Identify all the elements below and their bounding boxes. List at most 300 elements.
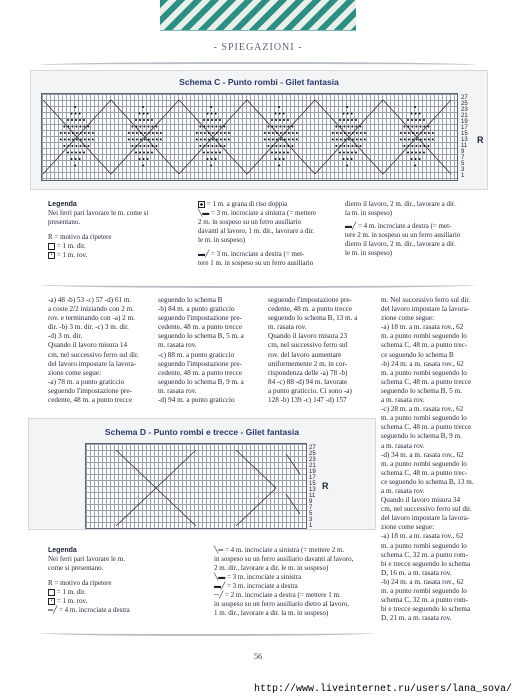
purl-dot	[415, 145, 417, 147]
purl-dot	[147, 113, 149, 115]
cable-line	[116, 488, 156, 526]
purl-dot	[139, 119, 141, 121]
purl-dot	[148, 132, 150, 134]
purl-dot	[148, 139, 150, 141]
purl-dot	[135, 126, 137, 128]
purl-dot	[84, 132, 86, 134]
purl-dot	[136, 139, 138, 141]
purl-dot	[142, 106, 144, 108]
purl-dot	[416, 139, 418, 141]
purl-dot	[87, 126, 89, 128]
text-line: uniformemente 2 m. in cor-	[268, 359, 348, 368]
purl-dot	[347, 113, 349, 115]
purl-dot	[220, 139, 222, 141]
text-line: seguendo lo schema B, 9 m. a	[158, 377, 244, 386]
text-line: seguendo lo schema B, 5 m. a	[158, 332, 244, 341]
purl-dot	[287, 145, 289, 147]
purl-dot	[364, 139, 366, 141]
purl-dot	[204, 139, 206, 141]
legend-d-text: in sospeso su un ferro ausiliario dietro al lavoro,	[214, 600, 350, 608]
legend-c-text: la m. in sospeso)	[345, 209, 393, 217]
purl-dot	[151, 126, 153, 128]
legend-d-item-repeat: R = motivo da ripetere	[48, 579, 112, 587]
purl-dot	[276, 132, 278, 134]
text-line: seguendo l'impostazione pre-	[268, 296, 352, 304]
row-number: 17	[461, 125, 468, 131]
purl-dot	[411, 158, 413, 160]
purl-dot	[287, 119, 289, 121]
header-divider	[40, 62, 476, 68]
purl-dot	[359, 126, 361, 128]
purl-dot	[343, 119, 345, 121]
purl-dot	[140, 139, 142, 141]
text-line: -a) 48 -b) 53 -c) 57 -d) 61 m.	[48, 296, 132, 304]
purl-dot	[415, 113, 417, 115]
purl-dot	[411, 113, 413, 115]
purl-dot	[407, 145, 409, 147]
purl-dot	[287, 126, 289, 128]
purl-dot	[136, 132, 138, 134]
text-line: schema C, 32 m. a punto rom-	[381, 596, 469, 605]
text-line: schema C, 48 m. a punto trecce	[381, 423, 472, 432]
purl-dot	[279, 113, 281, 115]
legend-d-cross3-right-row	[214, 582, 376, 591]
legend-d-text: in sospeso su un ferro ausiliario davanti al lavoro,	[214, 555, 354, 563]
purl-dot	[336, 139, 338, 141]
purl-dot	[411, 152, 413, 154]
row-number: 17	[309, 475, 316, 481]
purl-dot	[215, 152, 217, 154]
cable-line	[156, 450, 196, 488]
purl-dot	[351, 126, 353, 128]
empty-square-icon	[48, 243, 55, 250]
purl-dot	[74, 106, 76, 108]
purl-dot	[143, 113, 145, 115]
purl-dot	[211, 113, 213, 115]
legend-c-text: dietro il lavoro, 2 m. dir., lavorare a dir.	[345, 240, 456, 248]
text-line: m. rasata rov.	[158, 386, 197, 395]
dot-square-icon: •	[48, 598, 55, 605]
cross4-right-icon: ▬╱	[345, 222, 357, 230]
legend-c-text: = 3 m. incrociate a destra (= met-	[210, 250, 305, 258]
purl-dot	[131, 145, 133, 147]
cross-right-icon: ▬╱	[198, 250, 210, 258]
text-line: rov. del lavoro aumentare	[268, 350, 342, 359]
purl-dot	[139, 126, 141, 128]
purl-dot	[343, 152, 345, 154]
diamond-outline	[383, 100, 451, 174]
purl-dot	[67, 152, 69, 154]
purl-dot	[92, 139, 94, 141]
cross3-left-icon: ╲▬	[214, 573, 226, 581]
purl-dot	[420, 132, 422, 134]
purl-dot	[79, 152, 81, 154]
diamond-outline	[111, 100, 179, 174]
row-number: 23	[309, 457, 316, 463]
purl-dot	[267, 126, 269, 128]
purl-dot	[216, 132, 218, 134]
purl-dot	[79, 113, 81, 115]
text-line: seguendo lo schema B	[158, 296, 223, 304]
row-number: 5	[309, 511, 313, 517]
text-column-3	[268, 296, 368, 405]
purl-dot	[135, 152, 137, 154]
purl-dot	[427, 145, 429, 147]
legend-c-item-repeat: R = motivo da ripetere	[48, 233, 112, 241]
purl-dot	[71, 152, 73, 154]
purl-dot	[427, 126, 429, 128]
schema-c-chart-grid	[41, 93, 458, 181]
purl-dot	[144, 132, 146, 134]
row-number: 7	[461, 155, 465, 161]
purl-dot	[404, 132, 406, 134]
cross4-left-icon: ╲═	[214, 546, 224, 554]
purl-dot	[75, 152, 77, 154]
purl-dot	[63, 145, 65, 147]
purl-dot	[351, 113, 353, 115]
purl-dot	[143, 145, 145, 147]
purl-dot	[279, 119, 281, 121]
empty-square-icon	[48, 589, 55, 596]
purl-dot	[339, 152, 341, 154]
legend-c-line: Nei ferri pari lavorare le m. come si	[48, 209, 149, 217]
text-line: bi e trecce seguendo lo schema	[381, 605, 471, 614]
text-line: cm, nel successivo ferro sul dir.	[48, 350, 139, 359]
purl-dot	[424, 139, 426, 141]
text-line: m. rasata rov.	[158, 341, 197, 350]
purl-dot	[360, 132, 362, 134]
purl-dot	[332, 139, 334, 141]
purl-dot	[347, 158, 349, 160]
row-number: 9	[461, 149, 465, 155]
purl-dot	[271, 119, 273, 121]
purl-dot	[204, 132, 206, 134]
purl-dot	[156, 132, 158, 134]
legend-c-item-purl-label: = 1 m. rov.	[56, 251, 88, 259]
purl-dot	[351, 145, 353, 147]
purl-dot	[407, 126, 409, 128]
purl-dot	[76, 132, 78, 134]
purl-dot	[60, 132, 62, 134]
purl-dot	[407, 119, 409, 121]
purl-dot	[71, 113, 73, 115]
text-line: a m. rasata rov.	[381, 396, 425, 405]
text-line: -b) 24 m. a m. rasata rov., 62	[381, 359, 464, 368]
purl-dot	[403, 145, 405, 147]
text-line: del lavoro impostare la lavora-	[48, 359, 137, 368]
purl-dot	[211, 152, 213, 154]
legend-c-text: tere 1 m. in sospeso su un ferro ausiliario	[198, 259, 314, 267]
purl-dot	[215, 119, 217, 121]
purl-dot	[415, 119, 417, 121]
purl-dot	[151, 152, 153, 154]
row-number: 9	[309, 499, 313, 505]
purl-dot	[211, 158, 213, 160]
purl-dot	[268, 139, 270, 141]
purl-dot	[87, 145, 89, 147]
purl-dot	[275, 126, 277, 128]
text-line: seguendo l'impostazione pre-	[158, 314, 242, 323]
purl-dot	[80, 139, 82, 141]
purl-dot	[207, 119, 209, 121]
purl-dot	[360, 139, 362, 141]
purl-dot	[283, 126, 285, 128]
legend-d-col1	[48, 546, 178, 615]
legend-c-heading: Legenda	[48, 201, 77, 208]
text-line: m. rasata rov.	[268, 323, 307, 332]
diamond-outline	[179, 100, 247, 174]
cable-line	[116, 450, 156, 488]
row-number: 11	[461, 143, 468, 149]
schema-d-repeat-marker: R	[322, 481, 329, 491]
purl-dot	[403, 126, 405, 128]
purl-dot	[408, 132, 410, 134]
purl-dot	[355, 152, 357, 154]
legend-d-text: = 3 m. incrociate a destra	[226, 582, 298, 590]
purl-dot	[88, 132, 90, 134]
purl-dot	[278, 165, 280, 167]
purl-dot	[71, 119, 73, 121]
legend-c-text: le m. in sospeso)	[198, 236, 246, 244]
diamond-outline	[315, 100, 383, 174]
purl-dot	[428, 139, 430, 141]
text-line: schema C, 48 m. a punto trec-	[381, 468, 468, 477]
purl-dot	[143, 152, 145, 154]
purl-dot	[279, 145, 281, 147]
purl-dot	[340, 139, 342, 141]
purl-dot	[139, 158, 141, 160]
purl-dot	[283, 152, 285, 154]
cable-line	[156, 488, 196, 526]
purl-dot	[292, 132, 294, 134]
purl-dot	[414, 106, 416, 108]
purl-dot	[352, 132, 354, 134]
row-number: 25	[461, 101, 468, 107]
legend-c-col3	[345, 200, 480, 258]
legend-d-col2	[214, 546, 376, 618]
text-line: -d) 94 m. a punto graticcio	[158, 396, 235, 405]
purl-dot	[92, 132, 94, 134]
purl-dot	[432, 132, 434, 134]
text-line: m. Nel successivo ferro sul dir.	[381, 296, 471, 304]
purl-dot	[343, 113, 345, 115]
purl-dot	[275, 113, 277, 115]
purl-dot	[79, 145, 81, 147]
purl-dot	[283, 158, 285, 160]
purl-dot	[404, 139, 406, 141]
text-line: cm, nel successivo ferro sul	[268, 341, 348, 350]
purl-dot	[220, 132, 222, 134]
row-number: 19	[309, 469, 316, 475]
purl-dot	[88, 139, 90, 141]
text-line: -a) 18 m. a m. rasata rov., 62	[381, 532, 464, 541]
text-line: a punto graticcio. Ci sono -a)	[268, 386, 352, 395]
purl-dot	[271, 126, 273, 128]
seed-stitch-icon	[198, 201, 205, 208]
purl-dot	[419, 126, 421, 128]
purl-dot	[75, 158, 77, 160]
purl-dot	[143, 126, 145, 128]
row-number: 3	[309, 517, 313, 523]
text-column-4	[381, 296, 485, 623]
purl-dot	[83, 152, 85, 154]
cross2-right-icon: ─╱	[214, 591, 224, 599]
purl-dot	[196, 132, 198, 134]
purl-dot	[283, 113, 285, 115]
purl-dot	[64, 132, 66, 134]
legend-c-item-purl	[48, 251, 178, 260]
purl-dot	[356, 132, 358, 134]
purl-dot	[68, 139, 70, 141]
purl-dot	[272, 139, 274, 141]
purl-dot	[351, 152, 353, 154]
purl-dot	[267, 145, 269, 147]
purl-dot	[415, 126, 417, 128]
purl-dot	[210, 106, 212, 108]
text-line: zione come segue:	[381, 314, 435, 323]
row-number: 13	[309, 487, 316, 493]
purl-dot	[432, 139, 434, 141]
legend-d-text: = 2 m. incrociate a destra (= mettere 1 m.	[224, 591, 341, 599]
purl-dot	[147, 119, 149, 121]
purl-dot	[143, 119, 145, 121]
purl-dot	[344, 132, 346, 134]
purl-dot	[76, 139, 78, 141]
purl-dot	[228, 132, 230, 134]
text-line: del lavoro impostare la lavora-	[381, 514, 470, 523]
purl-dot	[284, 132, 286, 134]
legend-c-text: davanti al lavoro, 1 m. dir., lavorare a dir.	[198, 227, 315, 235]
legend-d-cross3-left-row	[214, 573, 376, 582]
purl-dot	[291, 126, 293, 128]
legend-c-seed-label: = 1 m. a grana di riso doppia	[206, 200, 288, 208]
purl-dot	[211, 119, 213, 121]
text-line: D, 21 m. a m. rasata rov.	[381, 614, 452, 623]
purl-dot	[343, 126, 345, 128]
purl-dot	[211, 126, 213, 128]
purl-dot	[200, 132, 202, 134]
purl-dot	[271, 145, 273, 147]
purl-dot	[268, 132, 270, 134]
legend-c-line: presentano.	[48, 218, 81, 226]
cross3-right-icon: ▬╱	[214, 582, 226, 590]
purl-dot	[412, 132, 414, 134]
purl-dot	[160, 132, 162, 134]
legend-d-item-knit	[48, 588, 178, 597]
purl-dot	[79, 126, 81, 128]
text-line: cedente, 48 m. a punto trecce	[158, 323, 243, 332]
purl-dot	[142, 165, 144, 167]
legend-d-item-cross4-label: = 4 m. incrociate a destra	[58, 606, 130, 614]
text-line: cedente, 48 m. a punto trecce	[268, 305, 353, 314]
text-line: m. a punto rombi seguendo lo	[381, 414, 467, 423]
purl-dot	[75, 119, 77, 121]
purl-dot	[423, 119, 425, 121]
purl-dot	[135, 119, 137, 121]
purl-dot	[291, 145, 293, 147]
purl-dot	[423, 126, 425, 128]
text-line: 84 -c) 88 -d) 94 m. lavorate	[268, 377, 348, 386]
text-line: schema C, 32 m. a punto rom-	[381, 550, 469, 559]
text-line: m. a punto rombi seguendo lo	[381, 368, 467, 377]
row-number: 21	[309, 463, 316, 469]
text-line: schema C, 48 m. a punto trecce	[381, 377, 472, 386]
legend-c-cross-left-row	[198, 209, 338, 218]
purl-dot	[279, 158, 281, 160]
section-header: - SPIEGAZIONI -	[213, 42, 303, 53]
legend-c-cross-right-row	[198, 250, 338, 259]
purl-dot	[336, 132, 338, 134]
row-number: 7	[309, 505, 313, 511]
legend-d-cross4-left-row	[214, 546, 376, 555]
text-line: cm, nel successivo ferro sul dir.	[381, 505, 472, 514]
row-number: 21	[461, 113, 468, 119]
text-line: Quando il lavoro misura 23	[268, 332, 348, 341]
legend-d-divider	[40, 630, 374, 636]
purl-dot	[212, 139, 214, 141]
purl-dot	[408, 139, 410, 141]
text-line: bi e trecce seguendo lo schema	[381, 559, 471, 568]
purl-dot	[351, 119, 353, 121]
purl-dot	[271, 152, 273, 154]
text-line: D, 16 m. a m. rasata rov.	[381, 568, 452, 577]
purl-dot	[283, 145, 285, 147]
text-line: -d) 34 m. a m. rasata rov., 62	[381, 450, 464, 459]
purl-dot	[339, 145, 341, 147]
purl-dot	[223, 126, 225, 128]
schema-d-row-numbers	[309, 445, 316, 529]
text-line: -c) 88 m. a punto graticcio	[158, 350, 235, 359]
purl-dot	[351, 158, 353, 160]
purl-dot	[419, 119, 421, 121]
purl-dot	[278, 106, 280, 108]
purl-dot	[210, 165, 212, 167]
schema-c-pattern	[42, 94, 457, 180]
purl-dot	[332, 132, 334, 134]
purl-dot	[419, 158, 421, 160]
legend-d-text: = 3 m. incrociate a sinistra	[226, 573, 302, 581]
purl-dot	[67, 145, 69, 147]
purl-dot	[280, 132, 282, 134]
text-line: zione come segue:	[381, 523, 435, 532]
purl-dot	[347, 119, 349, 121]
text-line: rov. e terminando con -a) 2 m.	[48, 314, 135, 323]
text-line: schema C, 48 m. a punto trec-	[381, 341, 468, 350]
purl-dot	[74, 165, 76, 167]
purl-dot	[356, 139, 358, 141]
legend-d-line: come si presentano.	[48, 564, 104, 572]
purl-dot	[147, 158, 149, 160]
cable-line	[286, 454, 300, 474]
purl-dot	[144, 139, 146, 141]
purl-dot	[155, 145, 157, 147]
purl-dot	[283, 119, 285, 121]
legend-d-item-purl-label: = 1 m. rov.	[56, 597, 88, 605]
purl-dot	[224, 139, 226, 141]
diamond-outline	[247, 100, 315, 174]
purl-dot	[208, 139, 210, 141]
purl-dot	[147, 145, 149, 147]
cross4-right-icon: ═╱	[48, 606, 58, 614]
purl-dot	[284, 139, 286, 141]
purl-dot	[411, 145, 413, 147]
text-column-1	[48, 296, 144, 405]
legend-d-cross2-right-row	[214, 591, 376, 600]
text-line: -b) 24 m. a m. rasata rov., 62	[381, 577, 464, 586]
cable-line	[286, 494, 300, 514]
purl-dot	[423, 152, 425, 154]
page-number: 56	[254, 652, 262, 661]
